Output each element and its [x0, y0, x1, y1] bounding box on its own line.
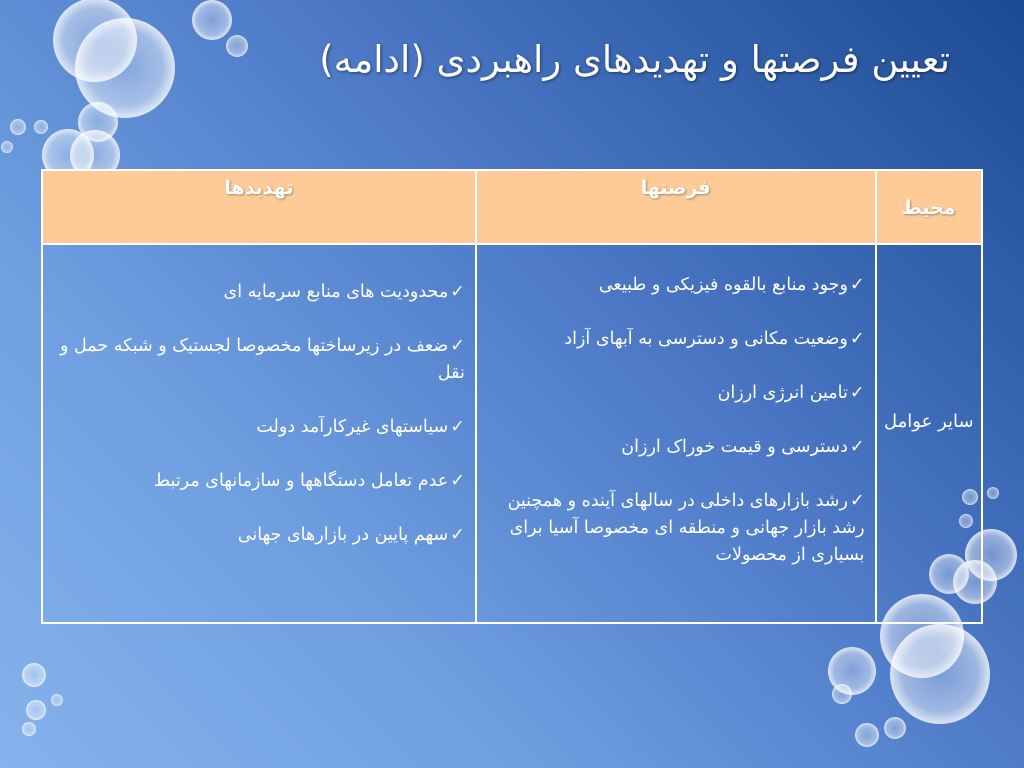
bubble — [890, 624, 990, 724]
checkmark-icon: ✓ — [849, 437, 865, 457]
bubble — [22, 722, 36, 736]
list-item — [51, 414, 465, 441]
bubble — [832, 684, 852, 704]
list-item-text: عدم تعامل دستگاهها و سازمانهای مرتبط — [153, 471, 449, 491]
checkmark-icon: ✓ — [450, 282, 465, 302]
threats-cell — [42, 244, 476, 623]
checkmark-icon: ✓ — [849, 275, 865, 295]
list-item-text: وجود منابع بالقوه فیزیکی و طبیعی — [598, 275, 848, 295]
list-item — [51, 333, 465, 387]
bubble — [987, 487, 999, 499]
list-item — [51, 522, 465, 549]
checkmark-icon: ✓ — [450, 525, 465, 545]
bubble — [51, 694, 63, 706]
slide-title: تعیین فرصتها و تهدیدهای راهبردی (ادامه) — [319, 38, 950, 81]
bubble — [22, 663, 46, 687]
checkmark-icon: ✓ — [450, 417, 465, 437]
header-environment-label: محیط — [902, 197, 956, 219]
checkmark-icon: ✓ — [849, 491, 865, 511]
list-item — [485, 380, 865, 407]
opportunities-cell — [476, 244, 876, 623]
bubble — [10, 119, 26, 135]
header-opportunities — [476, 170, 876, 244]
opportunities-threats-table — [41, 169, 983, 624]
bubble — [192, 0, 232, 40]
list-item-text: سهم پایین در بازارهای جهانی — [237, 525, 449, 545]
list-item-text: تامین انرژی ارزان — [717, 383, 848, 403]
list-item-text: دسترسی و قیمت خوراک ارزان — [621, 437, 848, 457]
header-row — [42, 170, 982, 244]
header-threats-label: تهدیدها — [224, 177, 294, 199]
environment-cell — [876, 244, 982, 623]
checkmark-icon: ✓ — [450, 471, 465, 491]
list-item-text: وضعیت مکانی و دسترسی به آبهای آزاد — [564, 329, 848, 349]
table-row — [42, 244, 982, 623]
checkmark-icon: ✓ — [849, 383, 865, 403]
bubble — [34, 120, 48, 134]
list-item — [485, 488, 865, 569]
bubble — [1, 141, 13, 153]
header-opportunities-label: فرصتها — [640, 177, 711, 199]
header-environment — [876, 170, 982, 244]
bubble — [78, 102, 118, 142]
list-item-text: سیاستهای غیرکارآمد دولت — [256, 417, 449, 437]
list-item — [485, 326, 865, 353]
list-item-text: رشد بازارهای داخلی در سالهای آینده و همچنین رشد بازار جهانی و منطقه ای مخصوصا آسیا برای بسیاری از محصولات — [507, 491, 865, 565]
bubble — [828, 647, 876, 695]
list-item-text: ضعف در زیرساختها مخصوصا لجستیک و شبکه حمل و نقل — [59, 336, 465, 383]
bubble — [26, 700, 46, 720]
bubble — [855, 723, 879, 747]
list-item — [485, 434, 865, 461]
list-item — [485, 272, 865, 299]
environment-label: سایر عوامل — [884, 411, 974, 432]
threats-list — [43, 245, 475, 549]
list-item — [51, 279, 465, 306]
header-threats — [42, 170, 476, 244]
opportunities-list — [477, 245, 875, 569]
list-item — [51, 468, 465, 495]
list-item-text: محدودیت های منابع سرمایه ای — [223, 282, 449, 302]
checkmark-icon: ✓ — [450, 336, 465, 356]
checkmark-icon: ✓ — [849, 329, 865, 349]
bubble — [884, 717, 906, 739]
